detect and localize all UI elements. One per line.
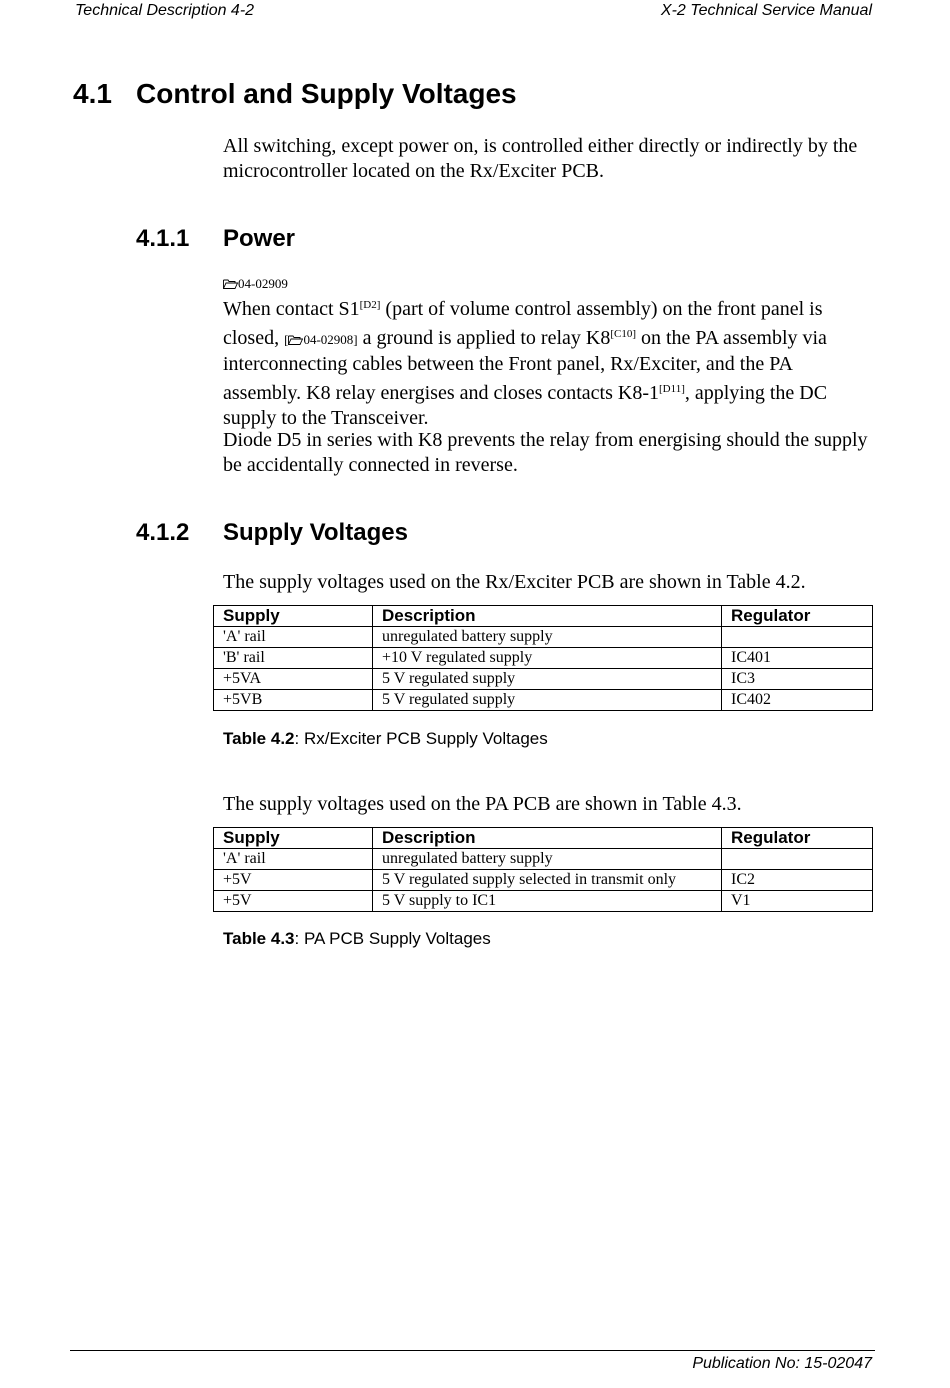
table-cell: 'A' rail: [214, 627, 373, 648]
table-cell: IC2: [722, 870, 873, 891]
rx-exciter-supply-table: [213, 605, 873, 711]
table-cell: +5VB: [214, 690, 373, 711]
column-header: Regulator: [722, 606, 873, 627]
circuit-reference: [D2]: [359, 299, 381, 311]
footer-publication-number: Publication No: 15-02047: [692, 1355, 872, 1372]
table-caption: [223, 929, 491, 949]
table-row: [214, 648, 873, 669]
section-number: 4.1: [73, 78, 112, 109]
drawing-reference: 04-02909: [238, 276, 288, 291]
circuit-reference: [D11]: [659, 383, 685, 395]
column-header: Regulator: [722, 828, 873, 849]
table-row: [214, 849, 873, 870]
supply-intro-2: The supply voltages used on the PA PCB are shown in Table 4.3.: [223, 793, 742, 815]
table-cell: IC3: [722, 669, 873, 690]
table-cell: 'B' rail: [214, 648, 373, 669]
table-row: [214, 891, 873, 912]
table-cell: +10 V regulated supply: [373, 648, 722, 669]
table-cell: +5VA: [214, 669, 373, 690]
table-row: [214, 669, 873, 690]
table-caption-text: : Rx/Exciter PCB Supply Voltages: [294, 729, 548, 748]
column-header: Supply: [214, 828, 373, 849]
subsection-heading-power: [136, 225, 295, 253]
table-row: [214, 870, 873, 891]
section-title: Control and Supply Voltages: [136, 78, 517, 109]
circuit-reference: [C10]: [610, 328, 636, 340]
table-caption-label: Table 4.2: [223, 729, 295, 748]
table-cell: 5 V regulated supply selected in transmit only: [373, 870, 722, 891]
table-cell: IC402: [722, 690, 873, 711]
table-cell: [722, 627, 873, 648]
table-cell: 5 V regulated supply: [373, 690, 722, 711]
table-cell: 5 V regulated supply: [373, 669, 722, 690]
table-row: [214, 690, 873, 711]
column-header: Description: [373, 606, 722, 627]
section-intro: All switching, except power on, is controlled either directly or indirectly by the microcontroller located on the Rx/Exciter PCB.: [223, 135, 858, 182]
table-row: [214, 627, 873, 648]
table-cell: V1: [722, 891, 873, 912]
section-heading: [73, 78, 517, 110]
subsection-number: 4.1.1: [136, 225, 190, 252]
subsection-heading-supply: [136, 519, 408, 547]
table-header-row: [214, 606, 873, 627]
table-caption: [223, 729, 548, 749]
column-header: Supply: [214, 606, 373, 627]
pa-supply-table: [213, 827, 873, 912]
subsection-number: 4.1.2: [136, 519, 190, 546]
header-right: X-2 Technical Service Manual: [660, 2, 872, 19]
folder-open-icon: [288, 335, 303, 345]
table-caption-label: Table 4.3: [223, 929, 295, 948]
table-cell: [722, 849, 873, 870]
table-cell: unregulated battery supply: [373, 627, 722, 648]
table-cell: unregulated battery supply: [373, 849, 722, 870]
table-cell: +5V: [214, 891, 373, 912]
power-paragraph-1: When contact S1[D2] (part of volume control assembly) on the front panel is closed, [ 04-02908] a ground is applied to relay K8[C10] on the PA assembly via interconnecting cables between the Front panel, Rx/Exciter, and the PA assembly. K8 relay energises and closes contacts K8-1[D11], applying the DC supply to the Transceiver.: [223, 298, 828, 429]
table-cell: +5V: [214, 870, 373, 891]
subsection-title: Supply Voltages: [223, 519, 408, 546]
drawing-reference: 04-02908]: [303, 332, 358, 347]
table-cell: 'A' rail: [214, 849, 373, 870]
column-header: Description: [373, 828, 722, 849]
header-left: Technical Description 4-2: [75, 2, 255, 19]
table-caption-text: : PA PCB Supply Voltages: [294, 929, 491, 948]
table-cell: IC401: [722, 648, 873, 669]
power-paragraph-ref: [223, 275, 873, 293]
power-paragraph-2: Diode D5 in series with K8 prevents the relay from energising should the supply be accidentally connected in reverse.: [223, 429, 868, 476]
table-cell: 5 V supply to IC1: [373, 891, 722, 912]
subsection-title: Power: [223, 225, 296, 252]
table-header-row: [214, 828, 873, 849]
folder-open-icon: [223, 279, 238, 289]
supply-intro-1: The supply voltages used on the Rx/Exciter PCB are shown in Table 4.2.: [223, 571, 806, 593]
footer-divider: [70, 1350, 875, 1351]
